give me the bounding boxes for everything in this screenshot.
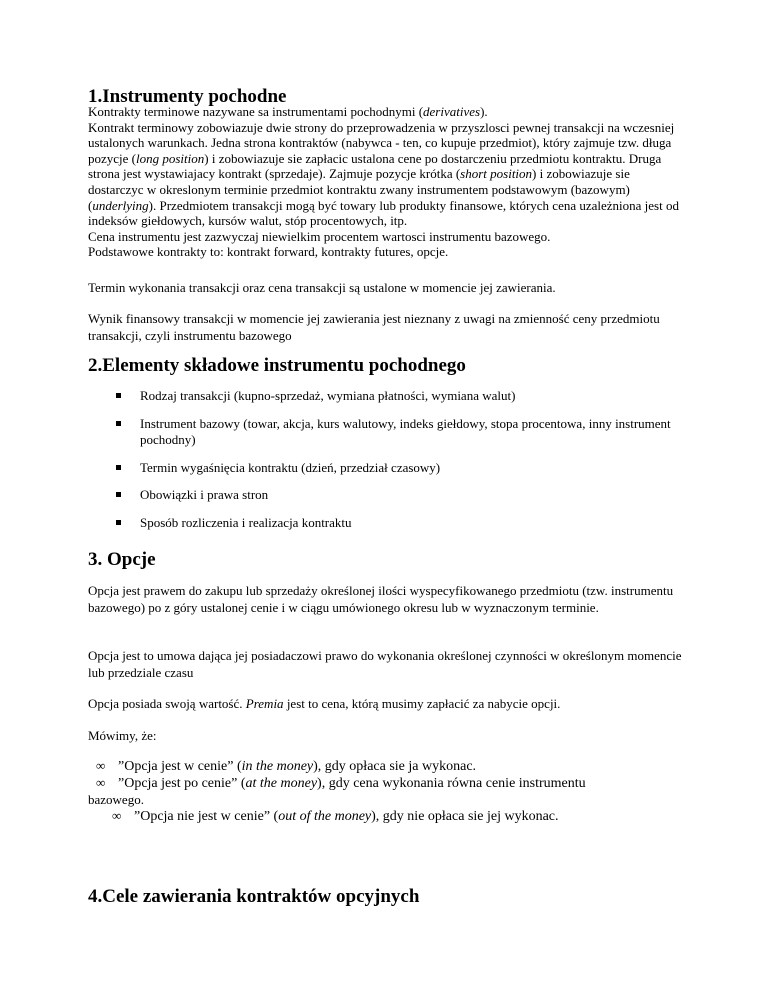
list-item: Sposób rozliczenia i realizacja kontraktu [118,515,678,535]
s1-paragraph-3: Cena instrumentu jest zazwyczaj niewielkim procentem wartosci instrumentu bazowego. [88,228,551,244]
list-item: Instrument bazowy (towar, akcja, kurs walutowy, indeks giełdowy, stopa procentowa, inny instrument pochodny) [118,416,678,460]
s3-paragraph-3: Opcja posiada swoją wartość. Premia jest to cena, którą musimy zapłacić za nabycie opcji. [88,696,561,711]
moneyness-in-the-money: ∞ ”Opcja jest w cenie” (in the money), gdy opłaca sie ja wykonac. [96,758,477,774]
s3-paragraph-2: Opcja jest to umowa dająca jej posiadaczowi prawo do wykonania określonej czynności w określonym momencie lub przedziale czasu [88,648,682,680]
section1-body [88,104,688,260]
moneyness-at-the-money-continued: bazowego. [88,792,144,807]
s1-paragraph-6: Wynik finansowy transakcji w momencie jej zawierania jest nieznany z uwagi na zmienność ceny przedmiotu transakcji, czyli instrumentu bazowego [88,311,660,343]
elements-list [118,388,678,535]
s3-paragraph-1: Opcja jest prawem do zakupu lub sprzedaży określonej ilości wyspecyfikowanego przedmiotu (tzw. instrumentu bazowego) po z góry ustalonej cenie i w ciągu umówionego okresu lub w wyznaczonym terminie. [88,583,674,615]
heading-cele-zawierania: 4.Cele zawierania kontraktów opcyjnych [88,886,420,907]
s3-paragraph-4: Mówimy, że: [88,728,157,743]
bullet-square-icon [116,520,121,525]
bullet-square-icon [116,393,121,398]
s1-paragraph-5: Termin wykonania transakcji oraz cena transakcji są ustalone w momencie jej zawierania. [88,280,556,295]
heading-instrumenty-pochodne: 1.Instrumenty pochodne [88,86,287,107]
infinity-bullet-icon: ∞ [96,758,106,773]
heading-opcje: 3. Opcje [88,549,156,570]
s1-paragraph-4: Podstawowe kontrakty to: kontrakt forward, kontrakty futures, opcje. [88,244,449,260]
list-item: Rodzaj transakcji (kupno-sprzedaż, wymiana płatności, wymiana walut) [118,388,678,416]
list-item: Obowiązki i prawa stron [118,487,678,515]
infinity-bullet-icon: ∞ [112,808,122,823]
bullet-square-icon [116,465,121,470]
s1-paragraph-1: Kontrakty terminowe nazywane sa instrumentami pochodnymi (derivatives). [88,104,488,119]
heading-elementy-skladowe: 2.Elementy składowe instrumentu pochodnego [88,355,466,376]
infinity-bullet-icon: ∞ [96,775,106,790]
moneyness-out-of-the-money: ∞ ”Opcja nie jest w cenie” (out of the money), gdy nie opłaca sie jej wykonac. [112,808,559,824]
moneyness-at-the-money: ∞ ”Opcja jest po cenie” (at the money), gdy cena wykonania równa cenie instrumentu [96,775,586,791]
s1-paragraph-2: Kontrakt terminowy zobowiazuje dwie strony do przeprowadzenia w przyszlosci pewnej transakcji na wczesniej ustalonych warunkach. Jedna strona kontraktów (nabywca - ten, co kupuje przedmiot), który zajmuje tzw. długa pozycje (long position) i zobowiazuje sie zapłacic ustalona cene po dostarczeniu przedmiotu kontraktu. Druga strona jest wystawiajacy kontrakt (sprzedaje). Zajmuje pozycje krótka (short position) i zobowiazuje sie dostarczyc w okreslonym terminie przedmiot kontraktu zwany instrumentem podstawowym (bazowym) (underlying). Przedmiotem transakcji mogą być towary lub produkty finansowe, których cena uzależniona jest od indeksów giełdowych, kursów walut, stóp procentowych, itp. [88,119,679,229]
bullet-square-icon [116,492,121,497]
list-item: Termin wygaśnięcia kontraktu (dzień, przedział czasowy) [118,460,678,487]
bullet-square-icon [116,421,121,426]
